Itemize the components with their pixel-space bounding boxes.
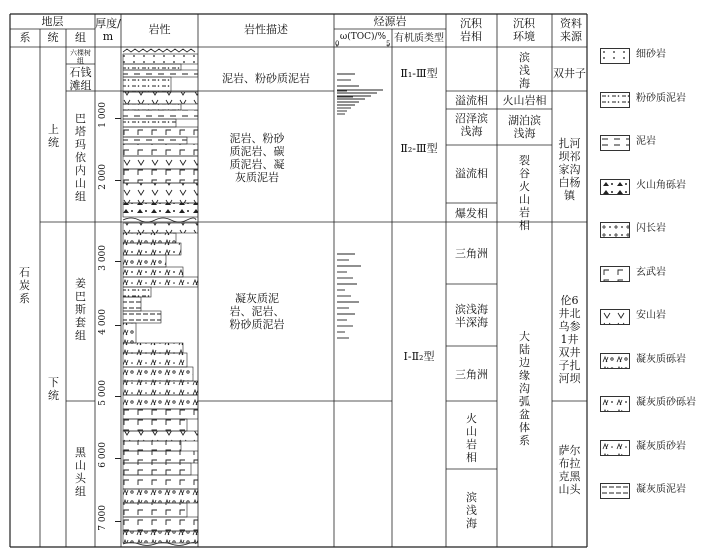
lithology-layer (123, 419, 187, 431)
legend-label: 闪长岩 (636, 223, 666, 234)
depth-tick-label: 4 000 (98, 309, 108, 335)
lithology-layer (123, 441, 181, 451)
depth-tick-label: 3 000 (98, 245, 108, 271)
lithology-layer (123, 381, 198, 395)
tuffaceous-conglomerate-icon (600, 353, 630, 369)
tuffaceous-glutenite-icon (600, 396, 630, 412)
basalt-icon (600, 266, 630, 282)
lithology-layer (123, 451, 198, 463)
depth-tick-label: 2 000 (98, 164, 108, 190)
series-upper-label: 上统 (48, 123, 59, 149)
lithology-layer (123, 353, 187, 367)
unconformity-mid (123, 218, 196, 222)
lithology-column (121, 47, 198, 547)
lithology-layer (123, 169, 198, 183)
legend-label: 凝灰质泥岩 (636, 484, 686, 495)
fine-sandstone-icon (600, 48, 630, 64)
lithology-layer (123, 54, 198, 64)
legend-label: 凝灰质砂岩 (636, 440, 686, 452)
group-batamayi: 巴塔玛依内山组 (75, 112, 86, 203)
lithology-layer (123, 367, 193, 381)
toc-axis-max: 5 (386, 40, 391, 48)
system-label: 石炭系 (19, 266, 30, 305)
group-shiqian: 石钱滩组 (69, 66, 92, 92)
legend-label: 凝灰质砾岩 (636, 353, 686, 365)
organic-type-1: Ⅱ₁-Ⅲ型 (400, 67, 438, 80)
legend-label: 凝灰质砂砾岩 (636, 397, 696, 408)
env-3: 湖泊滨浅海 (508, 114, 541, 140)
header-toc: ω(TOC)/% (339, 32, 387, 42)
source-2: 扎河坝祁家沟白杨镇 (558, 137, 581, 202)
header-lithology-desc: 岩性描述 (244, 23, 288, 36)
source-4: 萨尔布拉克黑山头 (558, 444, 581, 496)
depth-tick-label: 7 000 (98, 505, 108, 531)
lithology-layer (123, 323, 136, 343)
facies-2: 沼泽滨浅海 (455, 112, 488, 138)
facies-3: 溢流相 (455, 167, 488, 180)
lithology-layer (123, 223, 198, 233)
lithology-layer (123, 156, 198, 169)
toc-axis-min: 0 (335, 40, 340, 48)
lithology-layer (123, 287, 151, 297)
facies-8: 火山岩相 (466, 412, 477, 464)
lithology-layer (123, 517, 198, 531)
mudstone-icon (600, 135, 630, 151)
facies-5: 三角洲 (455, 247, 488, 260)
lithology-layer (123, 503, 187, 517)
lithology-layer (123, 343, 183, 353)
lithology-layer (123, 64, 181, 70)
env-1: 滨浅海 (519, 51, 530, 90)
lithology-layer (123, 311, 161, 323)
lithology-layer (123, 431, 198, 441)
organic-type-3: Ⅰ-Ⅱ₂型 (403, 350, 435, 363)
group-liushu: 六棵树组 (70, 49, 91, 65)
lithology-layer (123, 475, 198, 489)
organic-type-2: Ⅱ₂-Ⅲ型 (400, 142, 438, 155)
header-sed-env: 沉积环境 (513, 17, 535, 43)
tuffaceous-sandstone-icon (600, 440, 630, 456)
header-organic-type: 有机质类型 (394, 33, 444, 44)
lithology-layer (123, 144, 198, 156)
lithology-layer (123, 409, 198, 419)
volcanic-breccia-icon (600, 179, 630, 195)
header-strata: 地层 (41, 15, 64, 28)
lithology-layer (123, 463, 191, 475)
facies-1: 溢流相 (455, 94, 488, 107)
toc-plot (334, 47, 392, 547)
andesite-icon (600, 309, 630, 325)
desc-shiqian: 泥岩、粉砂质泥岩 (222, 72, 310, 85)
env-5: 大陆边缘沟弧盆体系 (519, 330, 530, 447)
facies-9: 滨浅海 (466, 491, 477, 530)
header-sed-facies: 沉积岩相 (460, 17, 482, 43)
lithology-layer (123, 243, 181, 255)
header-group: 组 (75, 31, 86, 44)
header-data-source: 资料来源 (560, 17, 582, 43)
header-lithology: 岩性 (148, 23, 171, 36)
group-heishantou: 黑山头组 (75, 446, 86, 498)
diorite-icon (600, 222, 630, 238)
lithology-layer (123, 277, 198, 287)
lithology-layer (123, 183, 198, 203)
tuffaceous-mudstone-icon (600, 483, 630, 499)
legend-label: 玄武岩 (636, 266, 666, 278)
depth-tick-label: 5 000 (98, 380, 108, 406)
desc-jiangbasi: 凝灰质泥岩、泥岩、粉砂质泥岩 (229, 292, 285, 331)
lithology-layer (123, 70, 198, 77)
legend-label: 安山岩 (636, 310, 666, 321)
group-jiangbasi: 姜巴斯套组 (75, 277, 86, 342)
header-source-rock: 烃源岩 (373, 15, 407, 28)
header-series: 统 (47, 31, 59, 44)
lithology-layer (123, 137, 187, 144)
lithology-layer (123, 110, 198, 119)
lithology-layer (123, 127, 198, 137)
lithology-layer (123, 297, 141, 311)
facies-6: 滨浅海半深海 (455, 303, 488, 329)
legend-label: 火山角砾岩 (636, 179, 686, 191)
depth-tick-label: 1 000 (98, 102, 108, 128)
facies-4: 爆发相 (455, 207, 488, 220)
legend-label: 细砂岩 (636, 49, 666, 60)
env-2: 火山岩相 (502, 94, 547, 107)
unconformity-top (123, 49, 195, 52)
env-4: 裂谷火山岩相 (519, 154, 530, 232)
facies-7: 三角洲 (455, 368, 488, 381)
silty-mudstone-icon (600, 92, 630, 108)
source-3: 伦6井北乌参1井双井子扎河坝 (558, 294, 581, 385)
lithology-layer (123, 119, 176, 127)
source-1: 双井子 (553, 67, 586, 80)
desc-batamayi: 泥岩、粉砂质泥岩、碳质泥岩、凝灰质泥岩 (229, 132, 285, 184)
lithology-layer (123, 489, 198, 503)
lithology-layer (123, 203, 198, 217)
lithology-layer (123, 255, 166, 267)
lithology-layer (123, 531, 198, 543)
legend-label: 泥岩 (636, 136, 656, 147)
lithology-layer (123, 92, 198, 104)
depth-tick-label: 6 000 (98, 442, 108, 468)
lithology-layer (123, 267, 183, 277)
header-thickness: 厚度/m (95, 17, 121, 43)
lithology-layer (123, 77, 171, 92)
lithology-layer (123, 104, 181, 110)
header-system: 系 (19, 31, 31, 44)
lithology-layer (123, 233, 176, 243)
lithology-layer (123, 395, 198, 409)
series-lower-label: 下统 (48, 376, 59, 402)
legend-label: 粉砂质泥岩 (636, 92, 686, 104)
